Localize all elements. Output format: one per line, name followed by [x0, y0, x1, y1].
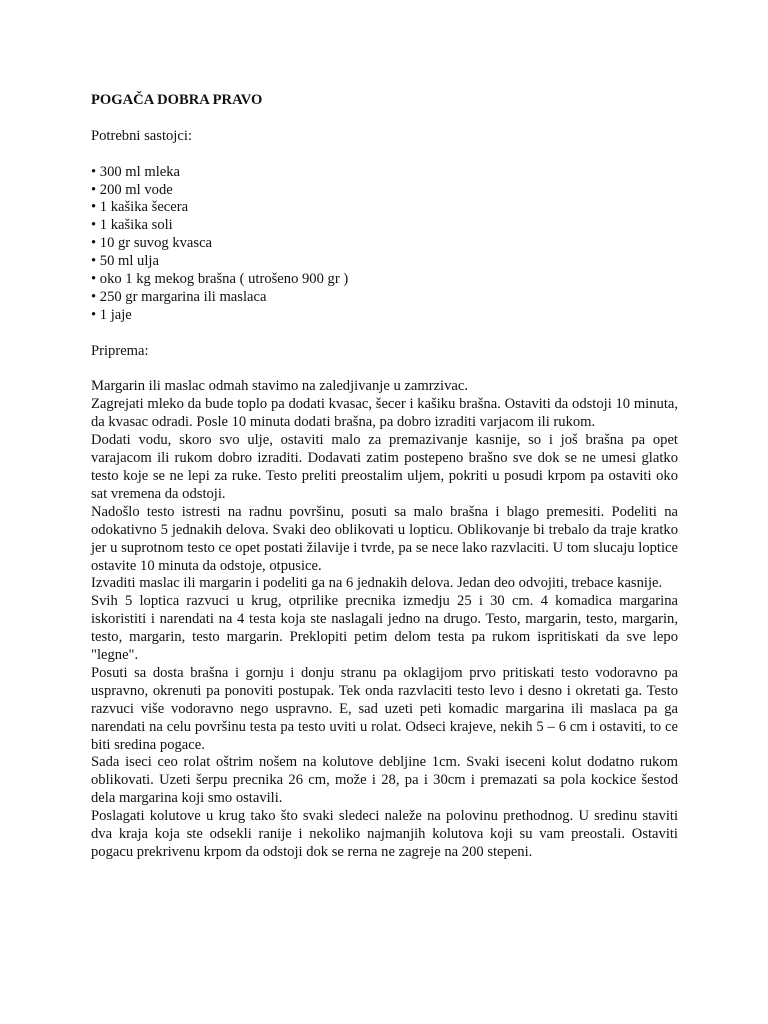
- preparation-paragraph: Margarin ili maslac odmah stavimo na zaledjivanje u zamrzivac.: [91, 378, 469, 395]
- ingredient-item: • 50 ml ulja: [91, 253, 678, 271]
- recipe-title: POGAČA DOBRA PRAVO: [91, 92, 263, 108]
- ingredient-item: • 300 ml mleka: [91, 164, 678, 182]
- preparation-paragraph: Svih 5 loptica razvuci u krug, otprilike precnika izmedju 25 i 30 cm. 4 komadica margarina iskoristiti i narendati na 4 testa koja ste naslagali jedno na drugo. Testo, margarin, testo, margarin, testo, margarin, testo margarin. Preklopiti petim delom testa pa rukom ispritiskati da sve lepo "legne".: [91, 593, 678, 664]
- preparation-paragraph: Nadošlo testo istresti na radnu površinu, posuti sa malo brašna i blago premesiti. Podeliti na odokativno 5 jednakih delova. Svaki deo oblikovati u lopticu. Oblikovanje bi trebalo da traje kratko jer u suprotnom testo ce opet postati žilavije i tvrde, pa se nece lako razvlaciti. U tom slucaju loptice ostavite 10 minuta da odstoje, otpusice.: [91, 503, 678, 574]
- preparation-paragraph: Poslagati kolutove u krug tako što svaki sledeci naleže na polovinu prethodnog. U sredinu staviti dva kraja koja ste odsekli ranije i nekoliko najmanjih kolutova koji su vam preostali. Ostaviti pogacu prekrivenu krpom da odstoji dok se rerna ne zagreje na 200 stepeni.: [91, 808, 678, 860]
- preparation-paragraph: Dodati vodu, skoro svo ulje, ostaviti malo za premazivanje kasnije, so i još brašna pa opet varajacom ili rukom dobro izraditi. Dodavati zatim postepeno brašno sve dok se ne umesi glatko testo koje se ne lepi za ruke. Testo preliti preostalim uljem, pokriti u posudi krpom pa ostaviti oko sat vremena da odstoji.: [91, 432, 678, 502]
- document-page: [91, 92, 678, 862]
- ingredients-list: [91, 164, 678, 325]
- ingredient-item: • 200 ml vode: [91, 182, 678, 200]
- ingredient-item: • 1 kašika soli: [91, 217, 678, 235]
- ingredient-item: • 250 gr margarina ili maslaca: [91, 289, 678, 307]
- preparation-paragraph: Posuti sa dosta brašna i gornju i donju stranu pa oklagijom prvo pritiskati testo vodoravno pa uspravno, okrenuti pa ponoviti postupak. Tek onda razvlaciti testo levo i desno i okretati ga. Testo razvuci više vodoravno nego uspravno. E, sad uzeti peti komadic margarina ili maslaca pa ga narendati na celu površinu testa pa testo uviti u rolat. Odseci krajeve, nekih 5 – 6 cm i ostaviti, to ce biti sredina pogace.: [91, 664, 678, 753]
- preparation-paragraph: Zagrejati mleko da bude toplo pa dodati kvasac, šecer i kašiku brašna. Ostaviti da odstoji 10 minuta, da kvasac odradi. Posle 10 minuta dodati brašna, pa dobro izraditi varjacom ili rukom.: [91, 396, 678, 431]
- ingredient-item: • oko 1 kg mekog brašna ( utrošeno 900 gr ): [91, 271, 678, 289]
- preparation-paragraph: Sada iseci ceo rolat oštrim nošem na kolutove debljine 1cm. Svaki iseceni kolut dodatno rukom oblikovati. Uzeti šerpu precnika 26 cm, može i 28, pa i 30cm i premazati sa pola kockice šestod dela margarina koji smo ostavili.: [91, 754, 678, 807]
- preparation-heading: Priprema:: [91, 342, 149, 359]
- ingredient-item: • 10 gr suvog kvasca: [91, 235, 678, 253]
- ingredients-heading: Potrebni sastojci:: [91, 127, 192, 144]
- ingredient-item: • 1 kašika šecera: [91, 199, 678, 217]
- ingredient-item: • 1 jaje: [91, 307, 678, 325]
- preparation-paragraph: Izvaditi maslac ili margarin i podeliti ga na 6 jednakih delova. Jedan deo odvojiti, trebace kasnije.: [91, 575, 663, 592]
